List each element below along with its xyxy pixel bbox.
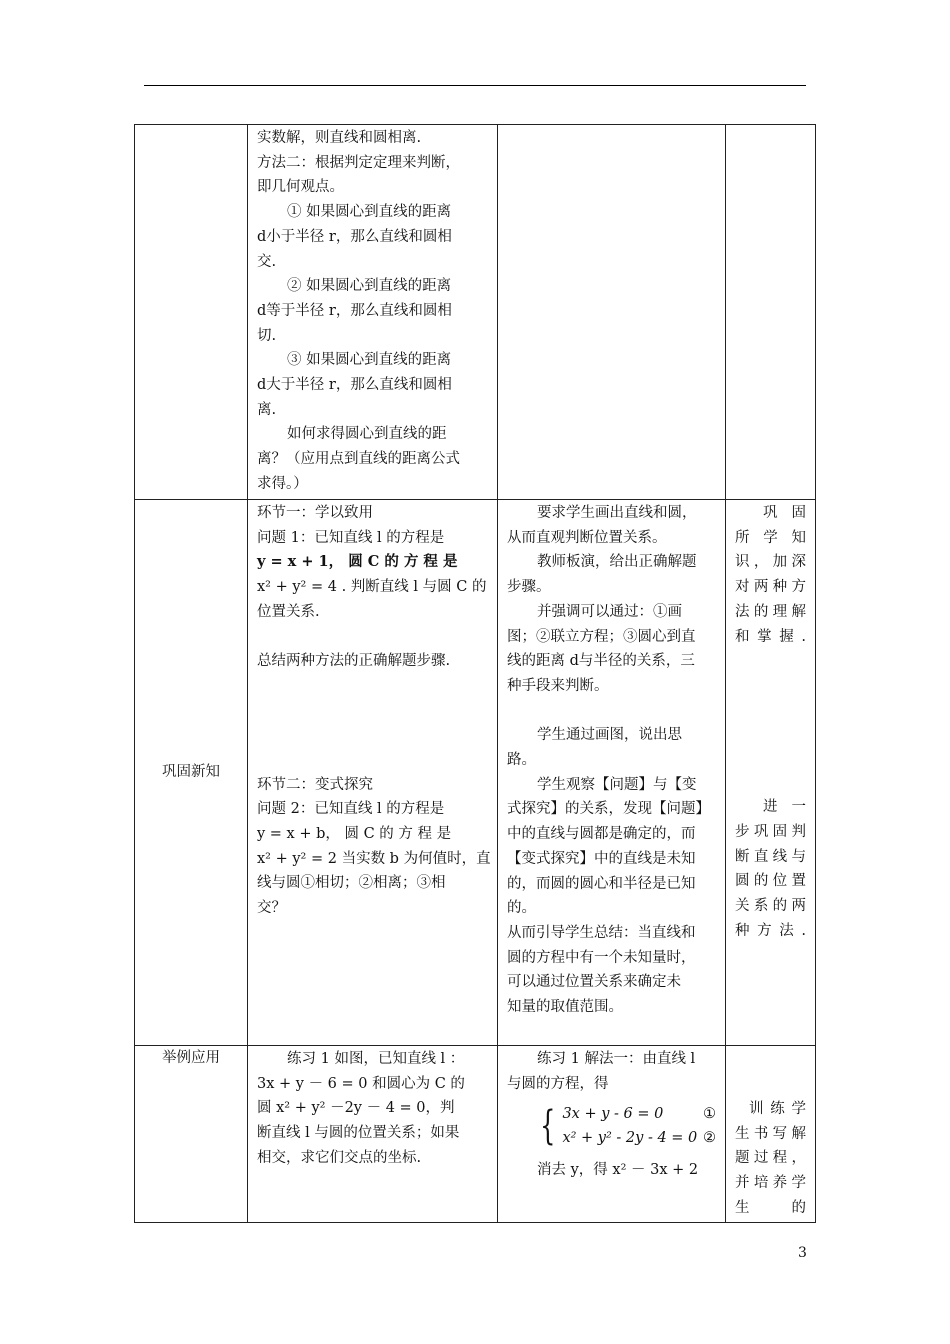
lesson-plan-table (134, 124, 816, 1223)
stage-cell-empty (135, 125, 248, 500)
text-line: 的。 (507, 900, 536, 917)
stage-label: 巩固新知 (162, 764, 220, 781)
math-line: x² + y² = 2 当实数 b 为何值时，直 (257, 850, 491, 867)
text-line: 步骤。 (507, 579, 551, 596)
text-line: 学生观察【问题】与【变 (537, 776, 697, 793)
text-line: 图；②联立方程；③圆心到直 (507, 628, 696, 645)
text-line: 并强调可以通过：①画 (537, 603, 682, 620)
math-line: y = x + 1， 圆 C 的 方 程 是 (257, 553, 458, 571)
text-line: 环节二：变式探究 (257, 776, 373, 793)
text-line: 环节一：学以致用 (257, 505, 373, 521)
text-line: 练习 1 如图，已知直线 l ： (287, 1051, 465, 1067)
text-line: 【变式探究】中的直线是未知 (507, 850, 696, 867)
purpose-cell (726, 125, 816, 500)
text-line: 位置关系. (257, 603, 320, 620)
text-line: 切. (257, 327, 277, 344)
text-line: 即几何观点。 (257, 179, 344, 196)
purpose-cell (726, 500, 816, 1046)
content-cell (248, 1046, 498, 1223)
equation-row (562, 1102, 716, 1126)
table-row (135, 500, 816, 1046)
purpose-cell (726, 1046, 816, 1223)
purpose-text: 训练学生书写解题过程，并培养学生的 (735, 1101, 806, 1216)
purpose-text: 巩固所学知识，加深对两种方法的理解和掌握. (735, 505, 806, 645)
activity-cell (498, 1046, 726, 1223)
text-line: 种手段来判断。 (507, 677, 609, 694)
text-line: 从而直观判断位置关系。 (507, 529, 667, 546)
math-line: 圆 x² + y² －2y － 4 = 0，判 (257, 1100, 455, 1117)
text-line: 线的距离 d与半径的关系，三 (507, 653, 695, 670)
text-line: 交？ (257, 900, 286, 917)
text-line: 如何求得圆心到直线的距 (287, 426, 447, 443)
text-line: 要求学生画出直线和圆， (537, 505, 697, 521)
text-line: 学生通过画图，说出思 (537, 727, 682, 744)
text-line: ② 如果圆心到直线的距离 (287, 278, 452, 295)
text-line: 路。 (507, 752, 536, 769)
text-line: ③ 如果圆心到直线的距离 (287, 352, 452, 369)
text-line: 消去 y，得 x² － 3x + 2 (537, 1162, 699, 1179)
purpose-text: 进一步巩固判断直线与圆的位置关系的两种方法. (735, 799, 806, 939)
text-line: 教师板演，给出正确解题 (537, 554, 697, 571)
stage-cell (135, 1046, 248, 1223)
stage-label: 举例应用 (162, 1050, 220, 1066)
text-line: 离. (257, 401, 277, 418)
page-number: 3 (798, 1245, 807, 1261)
content-cell (248, 125, 498, 500)
text-line: 求得。） (257, 475, 308, 492)
text-line: 式探究】的关系，发现【问题】 (507, 801, 710, 818)
math-line: y = x + b， 圆 C 的 方 程 是 (257, 826, 452, 843)
activity-cell (498, 125, 726, 500)
equation: x² + y² - 2y - 4 = 0 (562, 1130, 698, 1147)
text-line: d小于半径 r，那么直线和圆相 (257, 228, 452, 245)
activity-cell (498, 500, 726, 1046)
header-rule (144, 85, 806, 86)
text-line: 圆的方程中有一个未知量时， (507, 949, 696, 966)
text-line: 实数解，则直线和圆相离. (257, 130, 422, 146)
text-line: 中的直线与圆都是确定的，而 (507, 826, 696, 843)
math-line: x² + y² = 4 . 判断直线 l 与圆 C 的 (257, 579, 487, 596)
content-cell (248, 500, 498, 1046)
equation-number: ① (703, 1106, 716, 1123)
text-line: ① 如果圆心到直线的距离 (287, 204, 452, 221)
table-row (135, 1046, 816, 1223)
text-line: 线与圆①相切；②相离；③相 (257, 875, 446, 892)
text-line: 的，而圆的圆心和半径是已知 (507, 875, 696, 892)
text-line: 方法二：根据判定定理来判断， (257, 154, 460, 171)
text-line: 交. (257, 253, 277, 270)
equation-row (562, 1126, 716, 1150)
text-line: 可以通过位置关系来确定未 (507, 974, 681, 991)
text-line: 从而引导学生总结：当直线和 (507, 924, 696, 941)
equation-system (535, 1102, 716, 1150)
equation-number: ② (703, 1130, 716, 1147)
text-line: d等于半径 r，那么直线和圆相 (257, 302, 452, 319)
stage-cell (135, 500, 248, 1046)
math-line: 3x + y － 6 = 0 和圆心为 C 的 (257, 1075, 465, 1092)
text-line: 知量的取值范围。 (507, 999, 623, 1016)
text-line: 总结两种方法的正确解题步骤. (257, 653, 451, 670)
text-line: 与圆的方程，得 (507, 1075, 609, 1092)
text-line: 离？（应用点到直线的距离公式 (257, 451, 460, 468)
text-line: 断直线 l 与圆的位置关系；如果 (257, 1125, 460, 1142)
brace-icon: { (540, 1103, 556, 1150)
text-line: 问题 1：已知直线 l 的方程是 (257, 529, 445, 546)
text-line: 问题 2：已知直线 l 的方程是 (257, 801, 445, 818)
text-line: 相交，求它们交点的坐标. (257, 1149, 422, 1166)
equation: 3x + y - 6 = 0 (562, 1106, 664, 1123)
text-line: 练习 1 解法一：由直线 l (537, 1051, 696, 1067)
table-row (135, 125, 816, 500)
text-line: d大于半径 r，那么直线和圆相 (257, 377, 452, 394)
